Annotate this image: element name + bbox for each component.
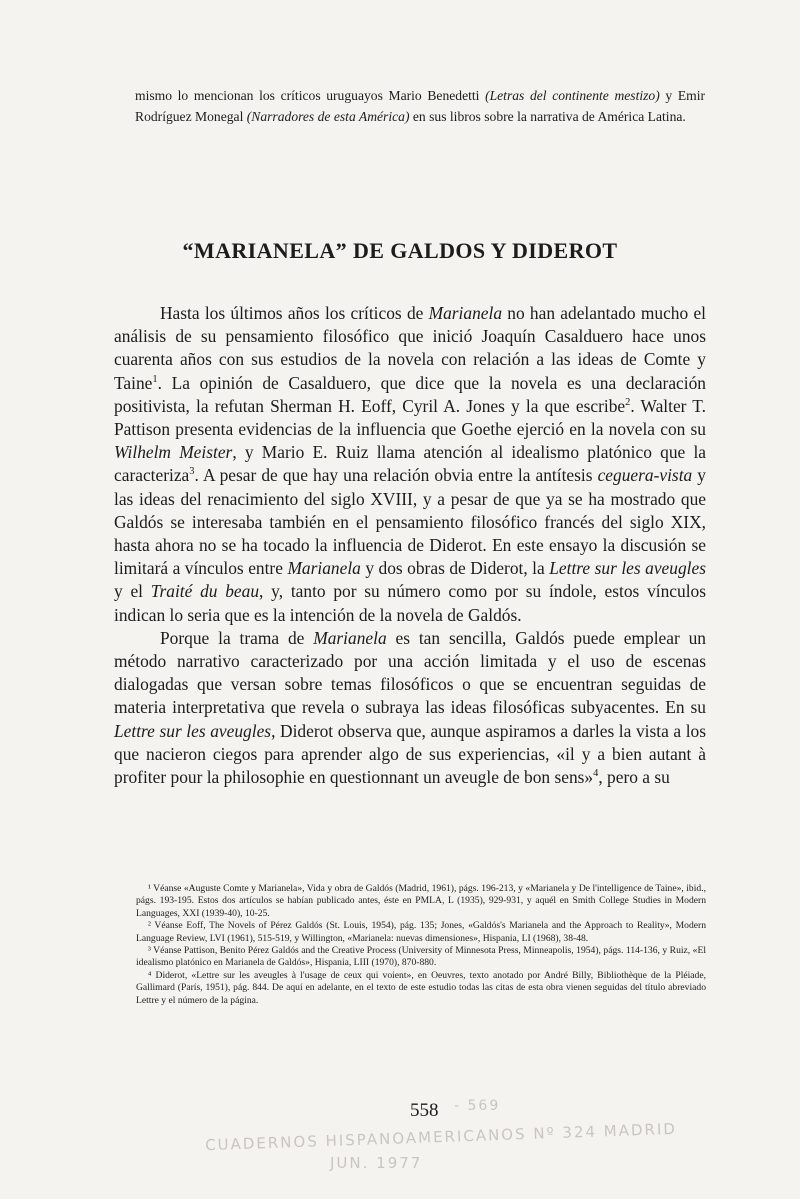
footnote-4: ⁴ Diderot, «Lettre sur les aveugles à l'usage de ceux qui voient», en Oeuvres, texto anotado por André Billy, Bibliothèque de la Pléiade, Gallimard (París, 1951), pág. 844. De aquí en adelante, en el texto de este estudio todas las citas de esta obra vienen seguidas del título abreviado Lettre y el número de la página. <box>136 969 706 1006</box>
footnote-1: ¹ Véanse «Auguste Comte y Marianela», Vida y obra de Galdós (Madrid, 1961), págs. 196-213, y «Marianela y De l'intelligence de Taine», ibid., págs. 193-195. Estos dos artículos se habían publicado antes, éste en PMLA, L (1935), 929-931, y aquél en Smith College Studies in Modern Languages, XXI (1939-40), 10-25. <box>136 883 706 919</box>
footnote-ref: 2 <box>625 397 631 409</box>
book-title-benedetti: (Letras del continente mestizo) <box>485 88 660 103</box>
page-number: 558 <box>410 1100 439 1121</box>
article-title: “MARIANELA” DE GALDOS Y DIDEROT <box>182 238 618 263</box>
book-title-monegal: (Narradores de esta América) <box>246 108 410 124</box>
footnote-ref: 3 <box>189 466 195 478</box>
footnote-ref: 4 <box>593 768 599 780</box>
intro-text: mismo lo mencionan los críticos uruguayos Mario Benedetti <box>135 88 486 103</box>
footnote-3: ³ Véanse Pattison, Benito Pérez Galdós and the Creative Process (University of Minnesota Press, Minneapolis, 1954), págs. 114-136, y Ruiz, «El idealismo platónico en Marianela de Galdós», Hispania, LIII (1970), 870-880. <box>136 945 706 969</box>
footnote-2: ² Véanse Eoff, The Novels of Pérez Galdós (St. Louis, 1954), pág. 135; Jones, «Galdós's Marianela and the Approach to Reality», Modern Language Review, LVI (1961), 515-519, y Willington, «Marianela: nuevas dimensiones», Hispania, LI (1968), 38-48. <box>136 920 706 944</box>
intro-text: y Emir Rodríguez Monegal <box>135 88 705 124</box>
handwritten-date: JUN. 1977 <box>330 1154 423 1172</box>
body-paragraph-1: Hasta los últimos años los críticos de Marianela no han adelantado mucho el análisis de su pensamiento filosófico que inició Joaquín Casalduero hace unos cuarenta años con sus estudios de la novela con relación a las ideas de Comte y Taine$^1$. La opinión de Casalduero, que dice que la novela es una declaración positivista, la refutan Sherman H. Eoff, Cyril A. Jones y la que escribe$^2$. Walter T. Pattison presenta evidencias de la influencia que Goethe ejerció en la novela con su Wilhelm Meister, y Mario E. Ruiz llama atención al idealismo platónico que la caracteriza$^3$. A pesar de que hay una relación obvia entre la antítesis ceguera-vista y las ideas del renacimiento del siglo XVIII, y a pesar de que ya se ha mostrado que Galdós se interesaba también en el pensamiento filosófico francés del siglo XIX, hasta ahora no se ha tocado la influencia de Diderot. En este ensayo la discusión se limitará a vínculos entre Marianela y dos obras de Diderot, la Lettre sur les aveugles y el Traité du beau, y, tanto por su número como por su índole, estos vínculos indican lo seria que es la intención de la novela de Galdós. <box>114 303 706 625</box>
footnotes <box>136 883 706 1007</box>
intro-paragraph <box>135 86 705 127</box>
article-body <box>114 302 706 789</box>
handwritten-source-note: CUADERNOS HISPANOAMERICANOS Nº 324 MADRID <box>204 1119 678 1155</box>
body-paragraph-2: Porque la trama de Marianela es tan sencilla, Galdós puede emplear un método narrativo caracterizado por una acción limitada y el uso de escenas dialogadas que versan sobre temas filosóficos o que se encuentran seguidas de materia interpretativa que revela o subraya las ideas filosóficas subyacentes. En su Lettre sur les aveugles, Diderot observa que, aunque aspiramos a darles la vista a los que nacieron ciegos para aprender algo de sus experiencias, «il y a bien autant à profiter pour la philosophie en questionnant un aveugle de bon sens»$^4$, pero a su <box>114 627 706 788</box>
intro-text: en sus libros sobre la narrativa de América Latina. <box>409 108 686 124</box>
footnote-ref: 1 <box>152 373 158 385</box>
handwritten-page-range: - 569 <box>454 1098 501 1114</box>
